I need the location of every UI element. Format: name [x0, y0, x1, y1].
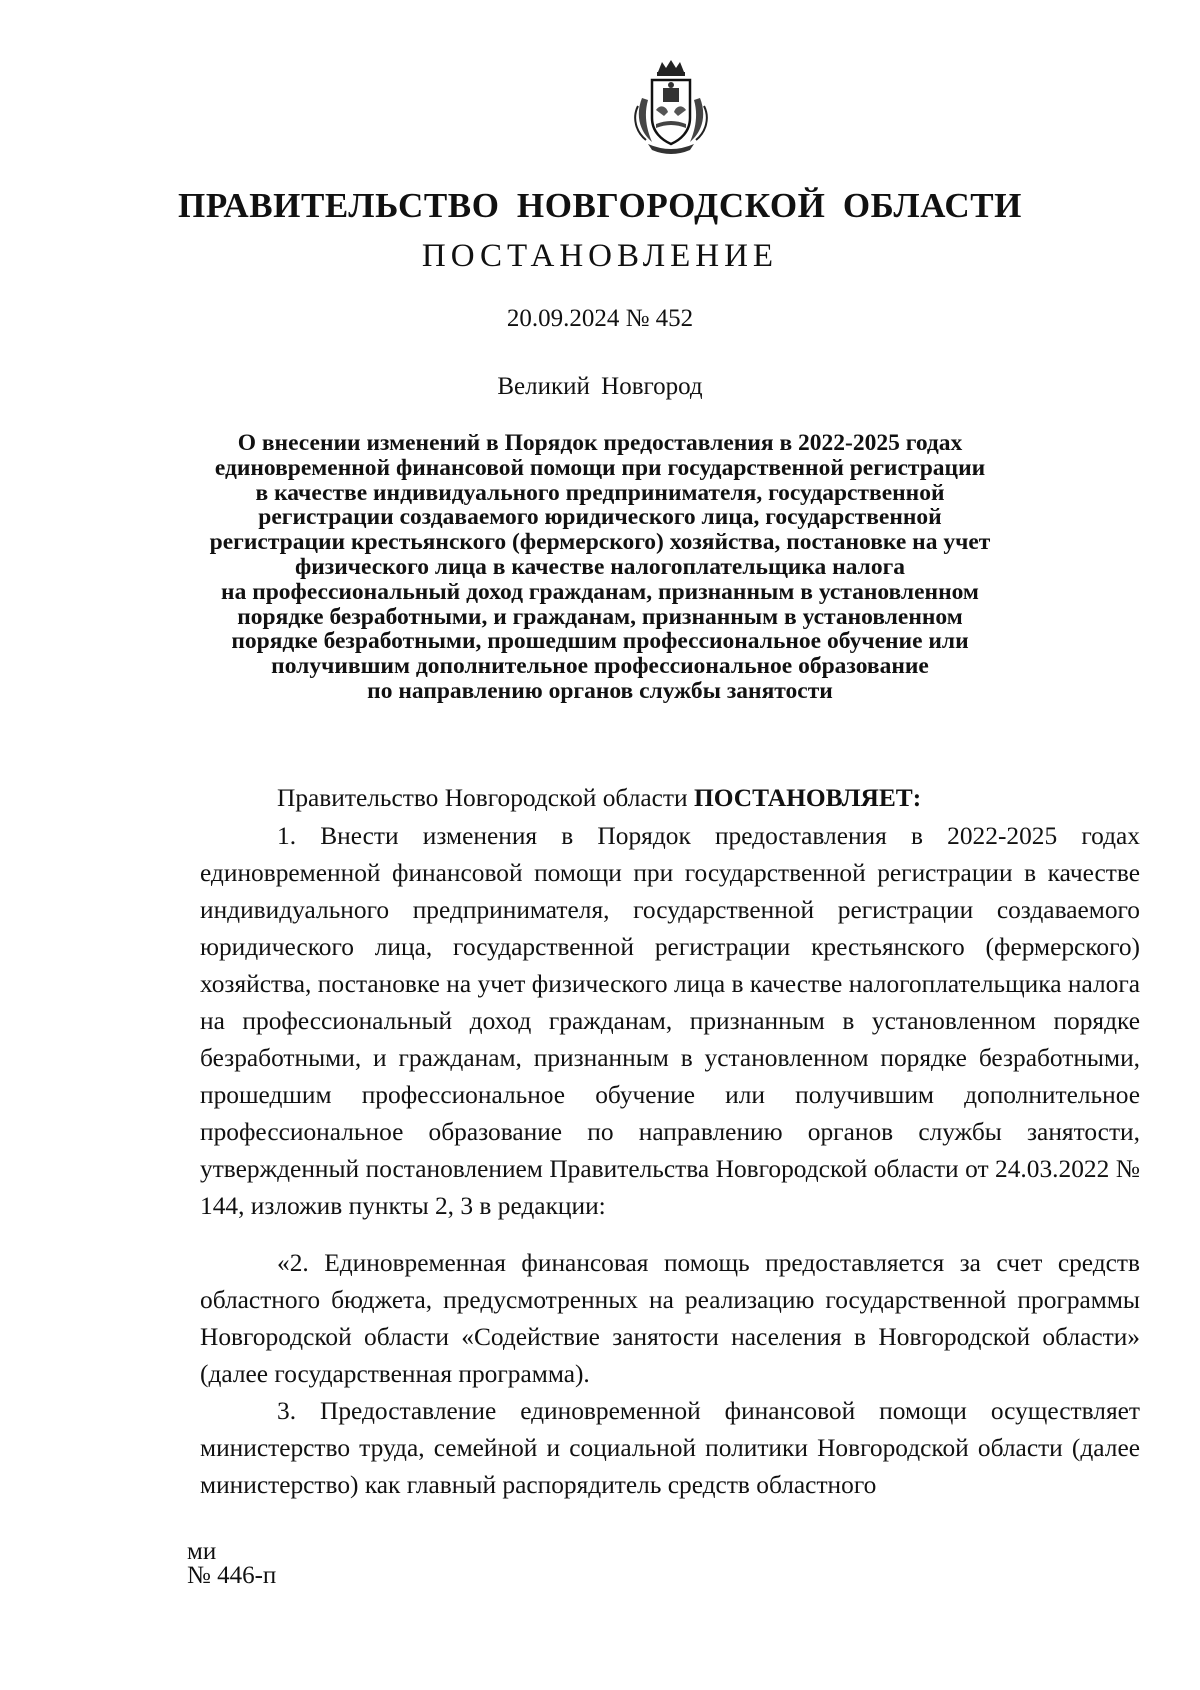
- document-subject: [160, 431, 1040, 704]
- subject-line: регистрации крестьянского (фермерского) хозяйства, постановке на учет: [209, 529, 991, 556]
- place-of-issue: Великий Новгород: [497, 373, 703, 400]
- footer-code: [187, 1540, 276, 1588]
- subject-line: порядке безработными, прошедшим профессиональное обучение или: [231, 628, 969, 655]
- subject-line: физического лица в качестве налогоплательщика налога: [294, 553, 906, 580]
- document-type: ПОСТАНОВЛЕНИЕ: [421, 238, 779, 274]
- subject-line: получившим дополнительное профессиональное образование: [271, 653, 929, 680]
- subject-line: в качестве индивидуального предпринимателя, государственной: [255, 479, 945, 506]
- paragraph-3: 3. Предоставление единовременной финансовой помощи осуществляет министерство труда, семейной и социальной политики Новгородской области (далее министерство) как главный распорядитель средств областного: [200, 1397, 1140, 1499]
- footer-code-line2: № 446-п: [187, 1562, 277, 1589]
- government-title: ПРАВИТЕЛЬСТВО НОВГОРОДСКОЙ ОБЛАСТИ: [178, 186, 1022, 225]
- subject-line: О внесении изменений в Порядок предоставления в 2022-2025 годах: [237, 430, 963, 456]
- subject-line: по направлению органов службы занятости: [367, 677, 833, 704]
- paragraph-1: 1. Внести изменения в Порядок предоставления в 2022-2025 годах единовременной финансовой помощи при государственной регистрации в качестве индивидуального предпринимателя, государственной регистрации создаваемого юридического лица, государственной регистрации крестьянского (фермерского) хозяйства, постановке на учет физического лица в качестве налогоплательщика налога на профессиональный доход гражданам, признанным в установленном порядке безработными, и гражданам, признанным в установленном порядке безработными, прошедшим профессиональное обучение или получившим дополнительное профессиональное образование по направлению органов службы занятости, утвержденный постановлением Правительства Новгородской области от 24.03.2022 № 144, изложив пункты 2, 3 в редакции:: [200, 822, 1140, 1220]
- subject-line: на профессиональный доход гражданам, признанным в установленном: [221, 578, 979, 605]
- intro-text: Правительство Новгородской области: [277, 784, 694, 812]
- subject-line: единовременной финансовой помощи при государственной регистрации: [214, 454, 986, 481]
- footer-code-line1: ми: [187, 1538, 217, 1565]
- coat-of-arms-icon: [628, 58, 714, 158]
- paragraph-2: «2. Единовременная финансовая помощь предоставляется за счет средств областного бюджета, предусмотренных на реализацию государственной программы Новгородской области «Содействие занятости населения в Новгородской области» (далее государственная программа).: [200, 1249, 1140, 1388]
- date-and-number: 20.09.2024 № 452: [506, 305, 694, 332]
- subject-line: регистрации создаваемого юридического лица, государственной: [258, 504, 942, 531]
- resolution-intro: [277, 780, 1157, 817]
- subject-line: порядке безработными, и гражданам, признанным в установленном: [237, 603, 963, 630]
- intro-resolves: ПОСТАНОВЛЯЕТ:: [693, 784, 922, 812]
